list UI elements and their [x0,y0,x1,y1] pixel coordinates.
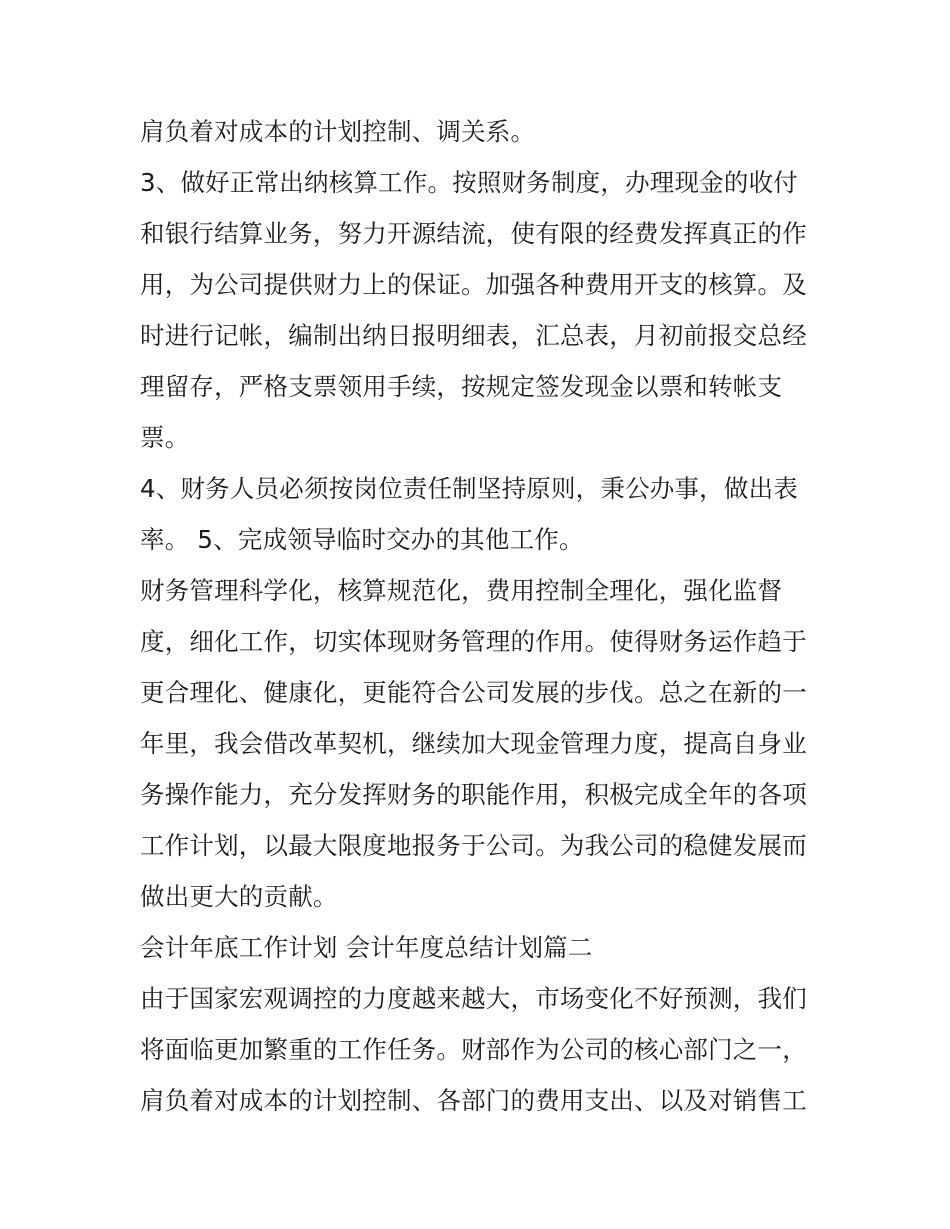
text-line: 票。 [140,423,190,452]
text-line: 肩负着对成本的计划控制、各部门的费用支出、以及对销售工 [140,1086,807,1115]
text-line: 年里，我会借改革契机，继续加大现金管理力度，提高自身业 [140,729,807,758]
text-line: 4、财务人员必须按岗位责任制坚持原则，秉公办事，做出表 [140,474,798,503]
section-heading: 会计年底工作计划 会计年度总结计划篇二 [140,933,593,962]
text-line: 肩负着对成本的计划控制、调关系。 [140,117,536,146]
text-line: 时进行记帐，编制出纳日报明细表，汇总表，月初前报交总经 [140,321,807,350]
text-line: 3、做好正常出纳核算工作。按照财务制度，办理现金的收付 [140,168,798,197]
text-line: 财务管理科学化，核算规范化，费用控制全理化，强化监督 [140,576,783,605]
text-line: 将面临更加繁重的工作任务。财部作为公司的核心部门之一， [140,1035,807,1064]
text-line: 由于国家宏观调控的力度越来越大，市场变化不好预测，我们 [140,984,807,1013]
text-line: 工作计划，以最大限度地报务于公司。为我公司的稳健发展而 [140,831,807,860]
text-line: 用，为公司提供财力上的保证。加强各种费用开支的核算。及 [140,270,807,299]
text-line: 度，细化工作，切实体现财务管理的作用。使得财务运作趋于 [140,627,807,656]
text-line: 做出更大的贡献。 [140,882,338,911]
text-line: 更合理化、健康化，更能符合公司发展的步伐。总之在新的一 [140,678,807,707]
document-page [140,106,812,1126]
text-line: 率。 5、完成领导临时交办的其他工作。 [140,525,584,554]
text-line: 和银行结算业务，努力开源结流，使有限的经费发挥真正的作 [140,219,807,248]
text-line: 务操作能力，充分发挥财务的职能作用，积极完成全年的各项 [140,780,807,809]
text-line: 理留存，严格支票领用手续，按规定签发现金以票和转帐支 [140,372,783,401]
